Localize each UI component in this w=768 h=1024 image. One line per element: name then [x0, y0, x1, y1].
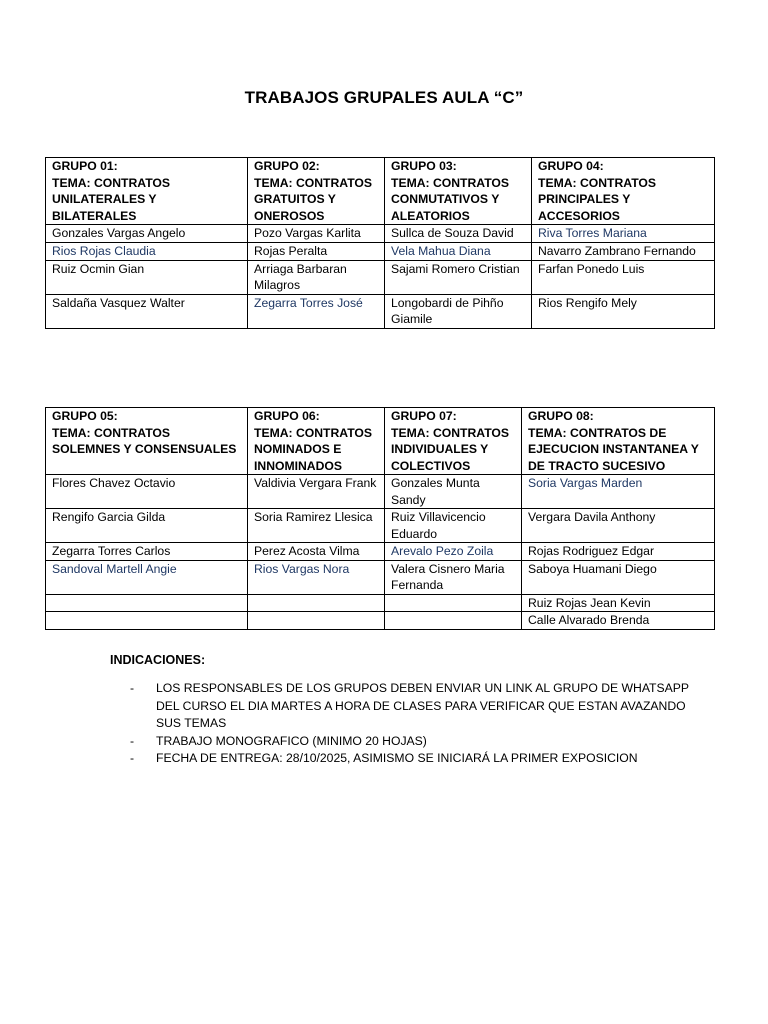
- member-cell: [248, 594, 385, 612]
- group-number: GRUPO 07:: [391, 409, 457, 423]
- list-item-text: FECHA DE ENTREGA: 28/10/2025, ASIMISMO SE INICIARÁ LA PRIMER EXPOSICION: [156, 751, 638, 765]
- group-header: [46, 408, 248, 475]
- table-row: [46, 475, 715, 509]
- member-cell: Vergara Davila Anthony: [522, 509, 715, 543]
- group-header: [248, 408, 385, 475]
- table-row: [46, 543, 715, 561]
- groups-table-1: [45, 157, 715, 329]
- member-cell: Valera Cisnero Maria Fernanda: [385, 560, 522, 594]
- group-header: [385, 158, 532, 225]
- page-title: TRABAJOS GRUPALES AULA “C”: [244, 88, 524, 107]
- group-header: [522, 408, 715, 475]
- group-header: [46, 158, 248, 225]
- group-number: GRUPO 01:: [52, 159, 118, 173]
- group-topic: TEMA: CONTRATOS DE EJECUCION INSTANTANEA Y DE TRACTO SUCESIVO: [528, 425, 699, 473]
- member-cell: [385, 594, 522, 612]
- group-header: [385, 408, 522, 475]
- member-cell: Soria Ramirez Llesica: [248, 509, 385, 543]
- member-cell: Sandoval Martell Angie: [46, 560, 248, 594]
- member-cell: Navarro Zambrano Fernando: [532, 242, 715, 260]
- member-cell: Rojas Rodriguez Edgar: [522, 543, 715, 561]
- list-item: [130, 733, 690, 751]
- list-item: [130, 750, 690, 768]
- member-cell: Arriaga Barbaran Milagros: [248, 260, 385, 294]
- group-topic: TEMA: CONTRATOS CONMUTATIVOS Y ALEATORIOS: [391, 175, 510, 223]
- group-number: GRUPO 04:: [538, 159, 604, 173]
- group-number: GRUPO 02:: [254, 159, 320, 173]
- group-number: GRUPO 05:: [52, 409, 118, 423]
- dash-bullet: -: [130, 733, 135, 748]
- member-cell: Saldaña Vasquez Walter: [46, 294, 248, 328]
- member-cell: Soria Vargas Marden: [522, 475, 715, 509]
- member-cell: Gonzales Munta Sandy: [385, 475, 522, 509]
- member-cell: Vela Mahua Diana: [385, 242, 532, 260]
- table-row: [46, 225, 715, 243]
- member-cell: Zegarra Torres Carlos: [46, 543, 248, 561]
- member-cell: Valdivia Vergara Frank: [248, 475, 385, 509]
- group-topic: TEMA: CONTRATOS PRINCIPALES Y ACCESORIOS: [538, 175, 657, 223]
- table-header-row: [46, 408, 715, 475]
- member-cell: Saboya Huamani Diego: [522, 560, 715, 594]
- member-cell: Gonzales Vargas Angelo: [46, 225, 248, 243]
- member-cell: Longobardi de Pihño Giamile: [385, 294, 532, 328]
- member-cell: Rios Rengifo Mely: [532, 294, 715, 328]
- table-row: [46, 594, 715, 612]
- member-cell: [248, 612, 385, 630]
- group-topic: TEMA: CONTRATOS INDIVIDUALES Y COLECTIVOS: [391, 425, 510, 473]
- member-cell: Farfan Ponedo Luis: [532, 260, 715, 294]
- member-cell: Perez Acosta Vilma: [248, 543, 385, 561]
- member-cell: Sullca de Souza David: [385, 225, 532, 243]
- dash-bullet: -: [130, 751, 135, 765]
- list-item: [130, 680, 690, 733]
- group-number: GRUPO 06:: [254, 409, 320, 423]
- member-cell: [46, 612, 248, 630]
- groups-table-2: [45, 407, 715, 630]
- member-cell: Ruiz Rojas Jean Kevin: [522, 594, 715, 612]
- indicaciones-heading: INDICACIONES:: [110, 653, 206, 667]
- member-cell: Rengifo Garcia Gilda: [46, 509, 248, 543]
- group-topic: TEMA: CONTRATOS UNILATERALES Y BILATERALES: [52, 175, 171, 223]
- member-cell: Riva Torres Mariana: [532, 225, 715, 243]
- member-cell: Pozo Vargas Karlita: [248, 225, 385, 243]
- member-cell: Sajami Romero Cristian: [385, 260, 532, 294]
- table-row: [46, 260, 715, 294]
- list-item-text: TRABAJO MONOGRAFICO (MINIMO 20 HOJAS): [156, 733, 427, 748]
- member-cell: Arevalo Pezo Zoila: [385, 543, 522, 561]
- list-item-text: LOS RESPONSABLES DE LOS GRUPOS DEBEN ENVIAR UN LINK AL GRUPO DE WHATSAPP DEL CURSO EL DIA MARTES A HORA DE CLASES PARA VERIFICAR QUE ESTAN AVAZANDO SUS TEMAS: [156, 681, 689, 730]
- indicaciones-list: [130, 680, 690, 768]
- group-number: GRUPO 03:: [391, 159, 457, 173]
- group-header: [532, 158, 715, 225]
- member-cell: [46, 594, 248, 612]
- member-cell: Zegarra Torres José: [248, 294, 385, 328]
- table-row: [46, 294, 715, 328]
- group-number: GRUPO 08:: [528, 409, 594, 423]
- table-row: [46, 242, 715, 260]
- member-cell: Ruiz Ocmin Gian: [46, 260, 248, 294]
- table-row: [46, 509, 715, 543]
- member-cell: Rios Vargas Nora: [248, 560, 385, 594]
- group-header: [248, 158, 385, 225]
- member-cell: [385, 612, 522, 630]
- group-topic: TEMA: CONTRATOS NOMINADOS E INNOMINADOS: [254, 425, 373, 473]
- table-header-row: [46, 158, 715, 225]
- member-cell: Ruiz Villavicencio Eduardo: [385, 509, 522, 543]
- group-topic: TEMA: CONTRATOS GRATUITOS Y ONEROSOS: [254, 175, 373, 223]
- table-row: [46, 612, 715, 630]
- member-cell: Rios Rojas Claudia: [46, 242, 248, 260]
- member-cell: Rojas Peralta: [248, 242, 385, 260]
- table-row: [46, 560, 715, 594]
- member-cell: Flores Chavez Octavio: [46, 475, 248, 509]
- group-topic: TEMA: CONTRATOS SOLEMNES Y CONSENSUALES: [52, 425, 237, 456]
- dash-bullet: -: [130, 681, 135, 695]
- member-cell: Calle Alvarado Brenda: [522, 612, 715, 630]
